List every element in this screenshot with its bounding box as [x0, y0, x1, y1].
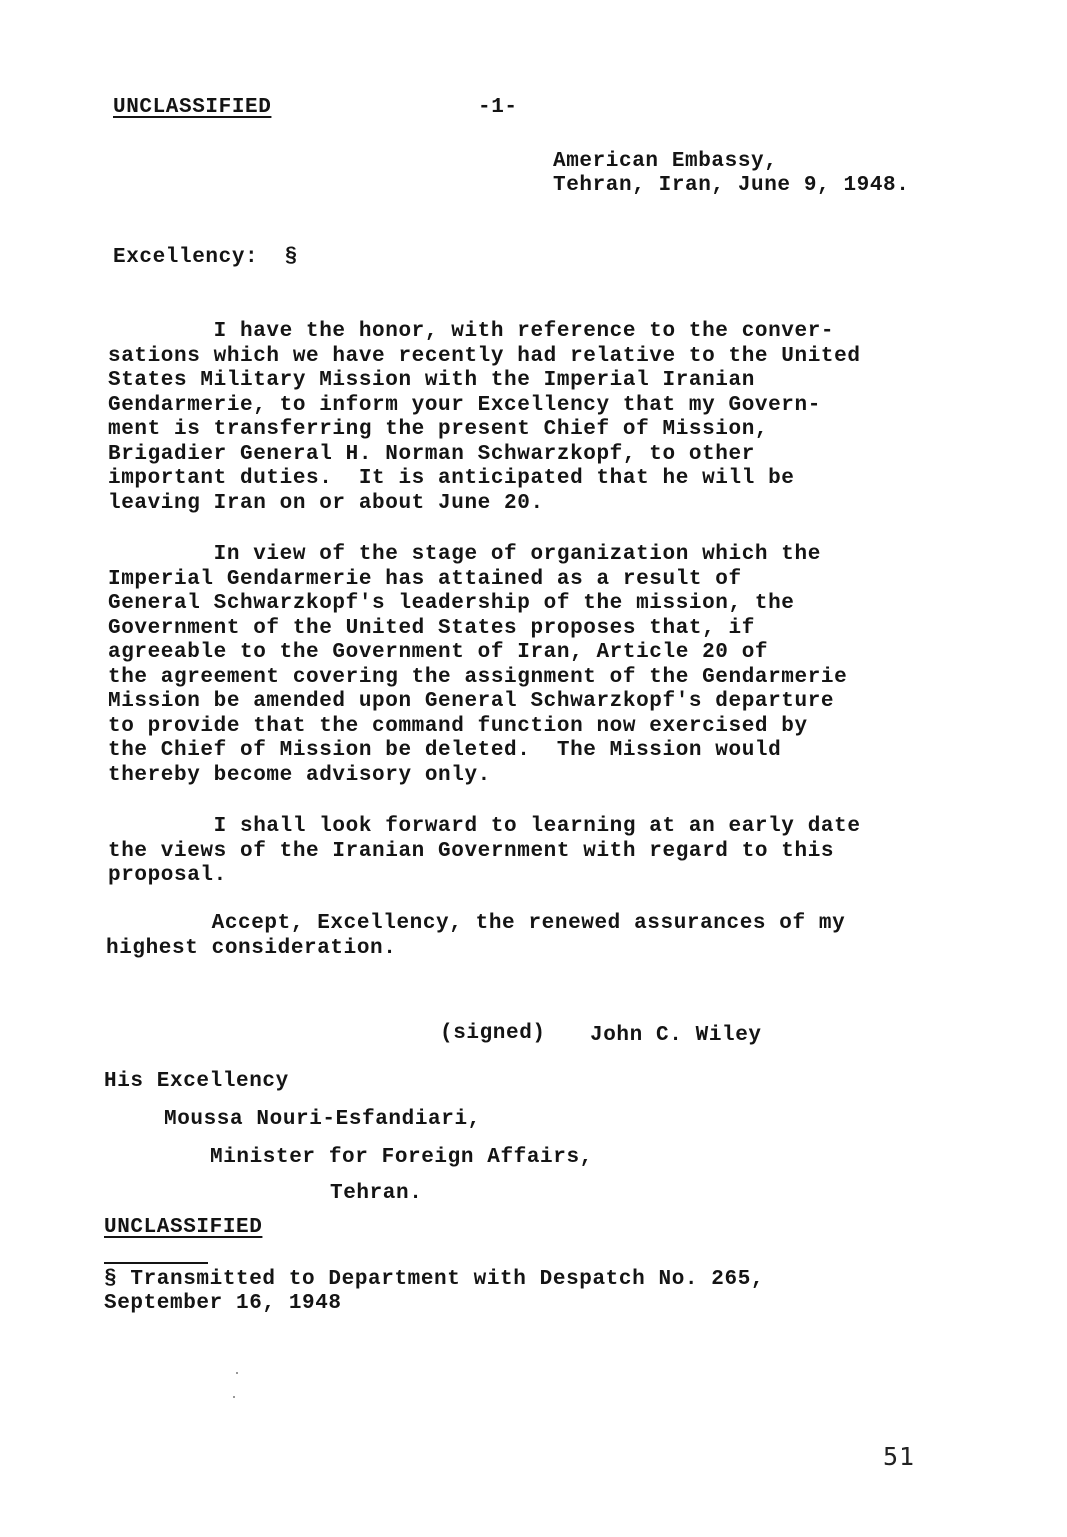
signatory-name: John C. Wiley: [590, 1024, 762, 1047]
classification-header: UNCLASSIFIED: [113, 96, 272, 119]
footnote-divider: [104, 1262, 208, 1264]
paragraph-line: I have the honor, with reference to the conver-: [108, 320, 835, 343]
classification-footer: UNCLASSIFIED: [104, 1216, 263, 1239]
salutation: Excellency: §: [113, 246, 298, 269]
paragraph-line: proposal.: [108, 864, 227, 887]
paragraph-line: the Chief of Mission be deleted. The Mission would: [108, 739, 782, 762]
addressee-name: Moussa Nouri-Esfandiari,: [164, 1108, 481, 1131]
paragraph-line: Brigadier General H. Norman Schwarzkopf, to other: [108, 442, 755, 466]
paragraph-line: Government of the United States proposes that, if: [108, 616, 755, 640]
scan-speck: [233, 1396, 235, 1398]
paragraph-line: agreeable to the Government of Iran, Article 20 of: [108, 641, 769, 664]
scan-speck: [236, 1372, 238, 1374]
signed-marker: (signed): [440, 1022, 546, 1045]
paragraph-line: States Military Mission with the Imperial Iranian: [108, 369, 755, 392]
footnote-line-2: September 16, 1948: [104, 1292, 342, 1315]
paragraph-line: leaving Iran on or about June 20.: [108, 491, 544, 515]
body-paragraph-2: [108, 543, 988, 788]
origin-line-1: American Embassy,: [553, 150, 778, 173]
paragraph-line: thereby become advisory only.: [108, 763, 491, 787]
addressee-title: His Excellency: [104, 1070, 289, 1093]
paragraph-line: Gendarmerie, to inform your Excellency that my Govern-: [108, 393, 821, 417]
paragraph-line: Mission be amended upon General Schwarzkopf's departure: [108, 690, 835, 713]
body-paragraph-3: [108, 815, 988, 889]
footnote-line-1: § Transmitted to Department with Despatch No. 265,: [104, 1268, 765, 1291]
paragraph-line: Accept, Excellency, the renewed assurances of my: [106, 912, 846, 935]
addressee-office: Minister for Foreign Affairs,: [210, 1146, 593, 1169]
paragraph-line: highest consideration.: [106, 936, 397, 960]
page-number: 51: [883, 1442, 916, 1471]
closing-paragraph: [106, 912, 986, 961]
paragraph-line: sations which we have recently had relative to the United: [108, 344, 861, 368]
paragraph-line: In view of the stage of organization which the: [108, 543, 821, 566]
paragraph-line: the views of the Iranian Government with regard to this: [108, 839, 835, 863]
paragraph-line: the agreement covering the assignment of the Gendarmerie: [108, 665, 848, 689]
origin-date-line: Tehran, Iran, June 9, 1948.: [553, 174, 910, 197]
addressee-city: Tehran.: [330, 1182, 423, 1205]
paragraph-line: Imperial Gendarmerie has attained as a result of: [108, 567, 742, 591]
paragraph-line: to provide that the command function now exercised by: [108, 714, 808, 738]
paragraph-line: ment is transferring the present Chief of Mission,: [108, 418, 769, 441]
paragraph-line: General Schwarzkopf's leadership of the mission, the: [108, 592, 795, 615]
page-marker: -1-: [478, 96, 518, 119]
paragraph-line: important duties. It is anticipated that he will be: [108, 467, 795, 490]
paragraph-line: I shall look forward to learning at an early date: [108, 815, 861, 838]
body-paragraph-1: [108, 320, 988, 516]
